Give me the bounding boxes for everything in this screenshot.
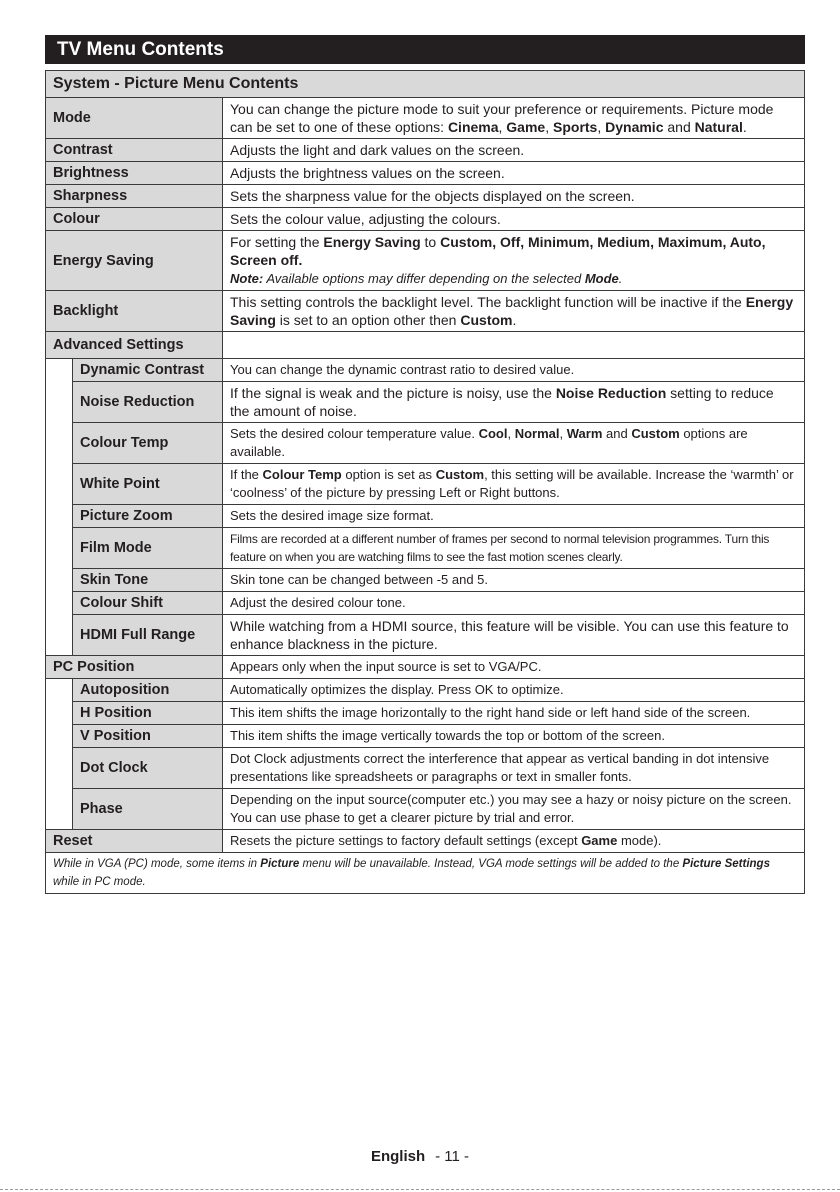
row-label: Colour Shift	[73, 592, 223, 615]
table-row	[46, 185, 805, 208]
table-row	[46, 291, 805, 332]
row-description: Adjusts the light and dark values on the screen.	[223, 139, 805, 162]
table-row	[46, 702, 805, 725]
row-description: Adjusts the brightness values on the screen.	[223, 162, 805, 185]
table-row	[46, 162, 805, 185]
table-row	[46, 789, 805, 830]
row-label: Noise Reduction	[73, 382, 223, 423]
row-description: This item shifts the image vertically towards the top or bottom of the screen.	[223, 725, 805, 748]
row-description	[223, 332, 805, 359]
table-row	[46, 592, 805, 615]
row-description: Sets the sharpness value for the objects displayed on the screen.	[223, 185, 805, 208]
row-description: This setting controls the backlight level. The backlight function will be inactive if the Energy Saving is set to an option other then Custom.	[223, 291, 805, 332]
table-row	[46, 656, 805, 679]
row-description: Sets the colour value, adjusting the colours.	[223, 208, 805, 231]
row-description: Films are recorded at a different number of frames per second to normal television programmes. Turn this feature on when you are watching films to see the fast motion scenes clearly.	[223, 528, 805, 569]
row-label: Energy Saving	[46, 231, 223, 291]
table-row	[46, 464, 805, 505]
row-description: If the Colour Temp option is set as Custom, this setting will be available. Increase the ‘warmth’ or ‘coolness’ of the picture by pressing Left or Right buttons.	[223, 464, 805, 505]
table-title: System - Picture Menu Contents	[46, 71, 805, 98]
table-row	[46, 615, 805, 656]
row-label: Contrast	[46, 139, 223, 162]
row-description: Appears only when the input source is set to VGA/PC.	[223, 656, 805, 679]
row-label: Picture Zoom	[73, 505, 223, 528]
row-description: Dot Clock adjustments correct the interference that appear as vertical banding in dot intensive presentations like spreadsheets or paragraphs or text in smaller fonts.	[223, 748, 805, 789]
row-description: You can change the dynamic contrast ratio to desired value.	[223, 359, 805, 382]
row-label: Mode	[46, 98, 223, 139]
row-label: Dynamic Contrast	[73, 359, 223, 382]
table-row	[46, 505, 805, 528]
row-label: V Position	[73, 725, 223, 748]
table-row	[46, 382, 805, 423]
table-row	[46, 139, 805, 162]
row-label: Sharpness	[46, 185, 223, 208]
row-label: White Point	[73, 464, 223, 505]
row-description: Resets the picture settings to factory default settings (except Game mode).	[223, 830, 805, 853]
row-label: HDMI Full Range	[73, 615, 223, 656]
table-row	[46, 748, 805, 789]
row-description: For setting the Energy Saving to Custom, Off, Minimum, Medium, Maximum, Auto, Screen off. Note: Available options may differ depending on the selected Mode.	[223, 231, 805, 291]
row-label: PC Position	[46, 656, 223, 679]
footer-language: English	[370, 1148, 426, 1165]
row-description: If the signal is weak and the picture is noisy, use the Noise Reduction setting to reduce the amount of noise.	[223, 382, 805, 423]
table-row	[46, 208, 805, 231]
page-number: - 11 -	[435, 1148, 470, 1165]
row-description: Skin tone can be changed between -5 and 5.	[223, 569, 805, 592]
row-label: Dot Clock	[73, 748, 223, 789]
row-label: Advanced Settings	[46, 332, 223, 359]
table-row	[46, 569, 805, 592]
row-description: Adjust the desired colour tone.	[223, 592, 805, 615]
table-row	[46, 359, 805, 382]
row-label: H Position	[73, 702, 223, 725]
row-description: This item shifts the image horizontally to the right hand side or left hand side of the screen.	[223, 702, 805, 725]
row-label: Colour Temp	[73, 423, 223, 464]
table-row	[46, 830, 805, 853]
row-label: Backlight	[46, 291, 223, 332]
footnote: While in VGA (PC) mode, some items in Picture menu will be unavailable. Instead, VGA mode settings will be added to the Picture Settings while in PC mode.	[46, 853, 805, 894]
row-label: Film Mode	[73, 528, 223, 569]
row-label: Brightness	[46, 162, 223, 185]
row-description: Sets the desired image size format.	[223, 505, 805, 528]
table-row	[46, 98, 805, 139]
table-row	[46, 679, 805, 702]
row-description: While watching from a HDMI source, this feature will be visible. You can use this feature to enhance blackness in the picture.	[223, 615, 805, 656]
page-title: TV Menu Contents	[45, 35, 805, 64]
row-label: Colour	[46, 208, 223, 231]
picture-menu-table	[45, 70, 805, 894]
row-label: Reset	[46, 830, 223, 853]
table-row	[46, 423, 805, 464]
row-description: You can change the picture mode to suit your preference or requirements. Picture mode can be set to one of these options: Cinema, Game, Sports, Dynamic and Natural.	[223, 98, 805, 139]
indent-cell	[46, 679, 73, 830]
row-description: Depending on the input source(computer etc.) you may see a hazy or noisy picture on the screen. You can use phase to get a clearer picture by trial and error.	[223, 789, 805, 830]
indent-cell	[46, 359, 73, 656]
table-row	[46, 725, 805, 748]
row-label: Skin Tone	[73, 569, 223, 592]
row-description: Automatically optimizes the display. Press OK to optimize.	[223, 679, 805, 702]
row-description: Sets the desired colour temperature value. Cool, Normal, Warm and Custom options are available.	[223, 423, 805, 464]
bottom-divider	[0, 1189, 840, 1190]
page-footer	[0, 1148, 840, 1165]
table-row	[46, 231, 805, 291]
table-title-row	[46, 71, 805, 98]
table-row	[46, 332, 805, 359]
row-label: Phase	[73, 789, 223, 830]
table-row	[46, 528, 805, 569]
footnote-row	[46, 853, 805, 894]
row-label: Autoposition	[73, 679, 223, 702]
